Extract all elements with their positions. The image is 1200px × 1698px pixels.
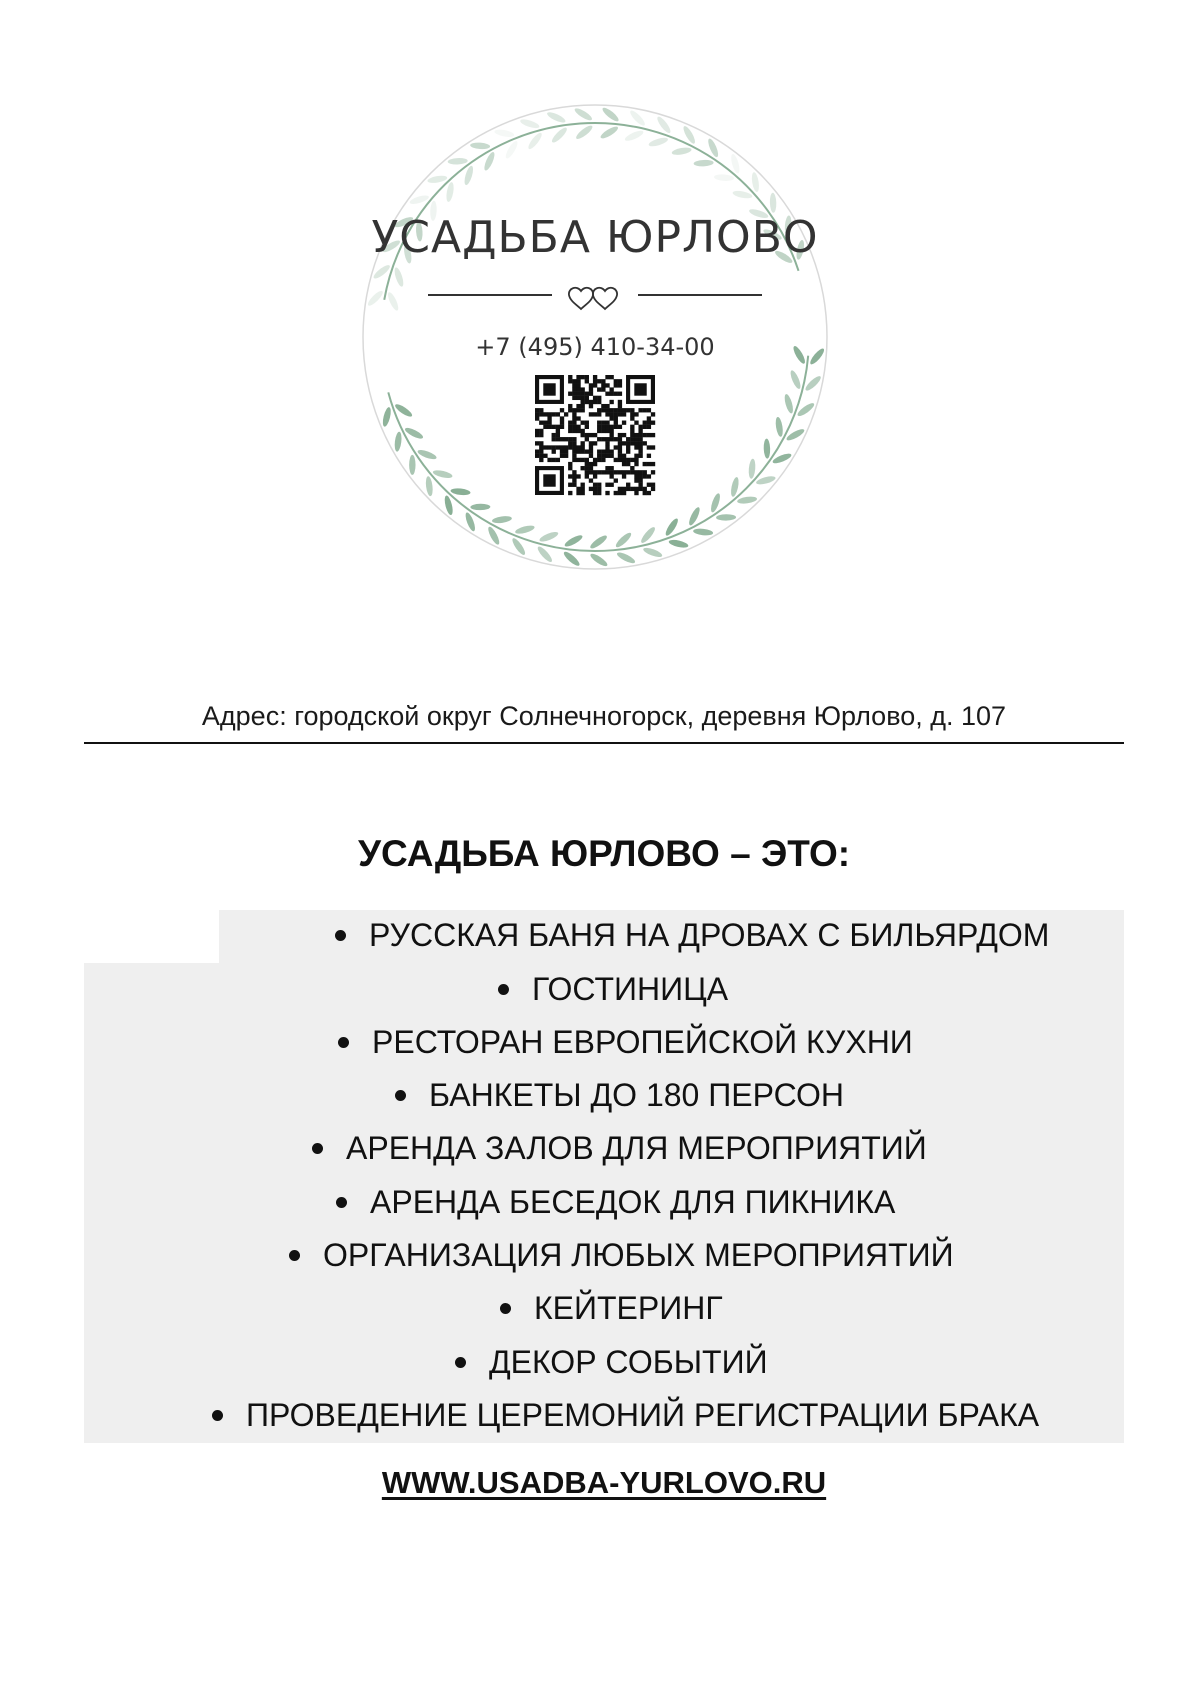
bullet-icon xyxy=(455,1357,466,1368)
logo-title: УСАДЬБА ЮРЛОВО xyxy=(371,212,819,263)
bullet-icon xyxy=(498,984,509,995)
bullet-icon xyxy=(312,1143,323,1154)
bullet-icon xyxy=(212,1410,223,1421)
logo-emblem xyxy=(330,72,860,602)
address-line: Адрес: городской округ Солнечногорск, деревня Юрлово, д. 107 xyxy=(201,701,1007,731)
bullet-icon xyxy=(338,1037,349,1048)
bullet-icon xyxy=(335,930,346,941)
qr-code-icon xyxy=(531,371,659,499)
logo-phone: +7 (495) 410-34-00 xyxy=(475,333,715,361)
section-heading: УСАДЬБА ЮРЛОВО – ЭТО: xyxy=(357,833,851,874)
website-link-container xyxy=(84,1458,1124,1508)
horizontal-rule xyxy=(84,742,1124,744)
bullet-icon xyxy=(289,1250,300,1261)
bullet-icon xyxy=(336,1197,347,1208)
bullet-icon xyxy=(395,1090,406,1101)
website-link[interactable]: WWW.USADBA-YURLOVO.RU xyxy=(381,1465,827,1500)
logo-svg xyxy=(330,72,860,602)
bullet-icon xyxy=(500,1303,511,1314)
